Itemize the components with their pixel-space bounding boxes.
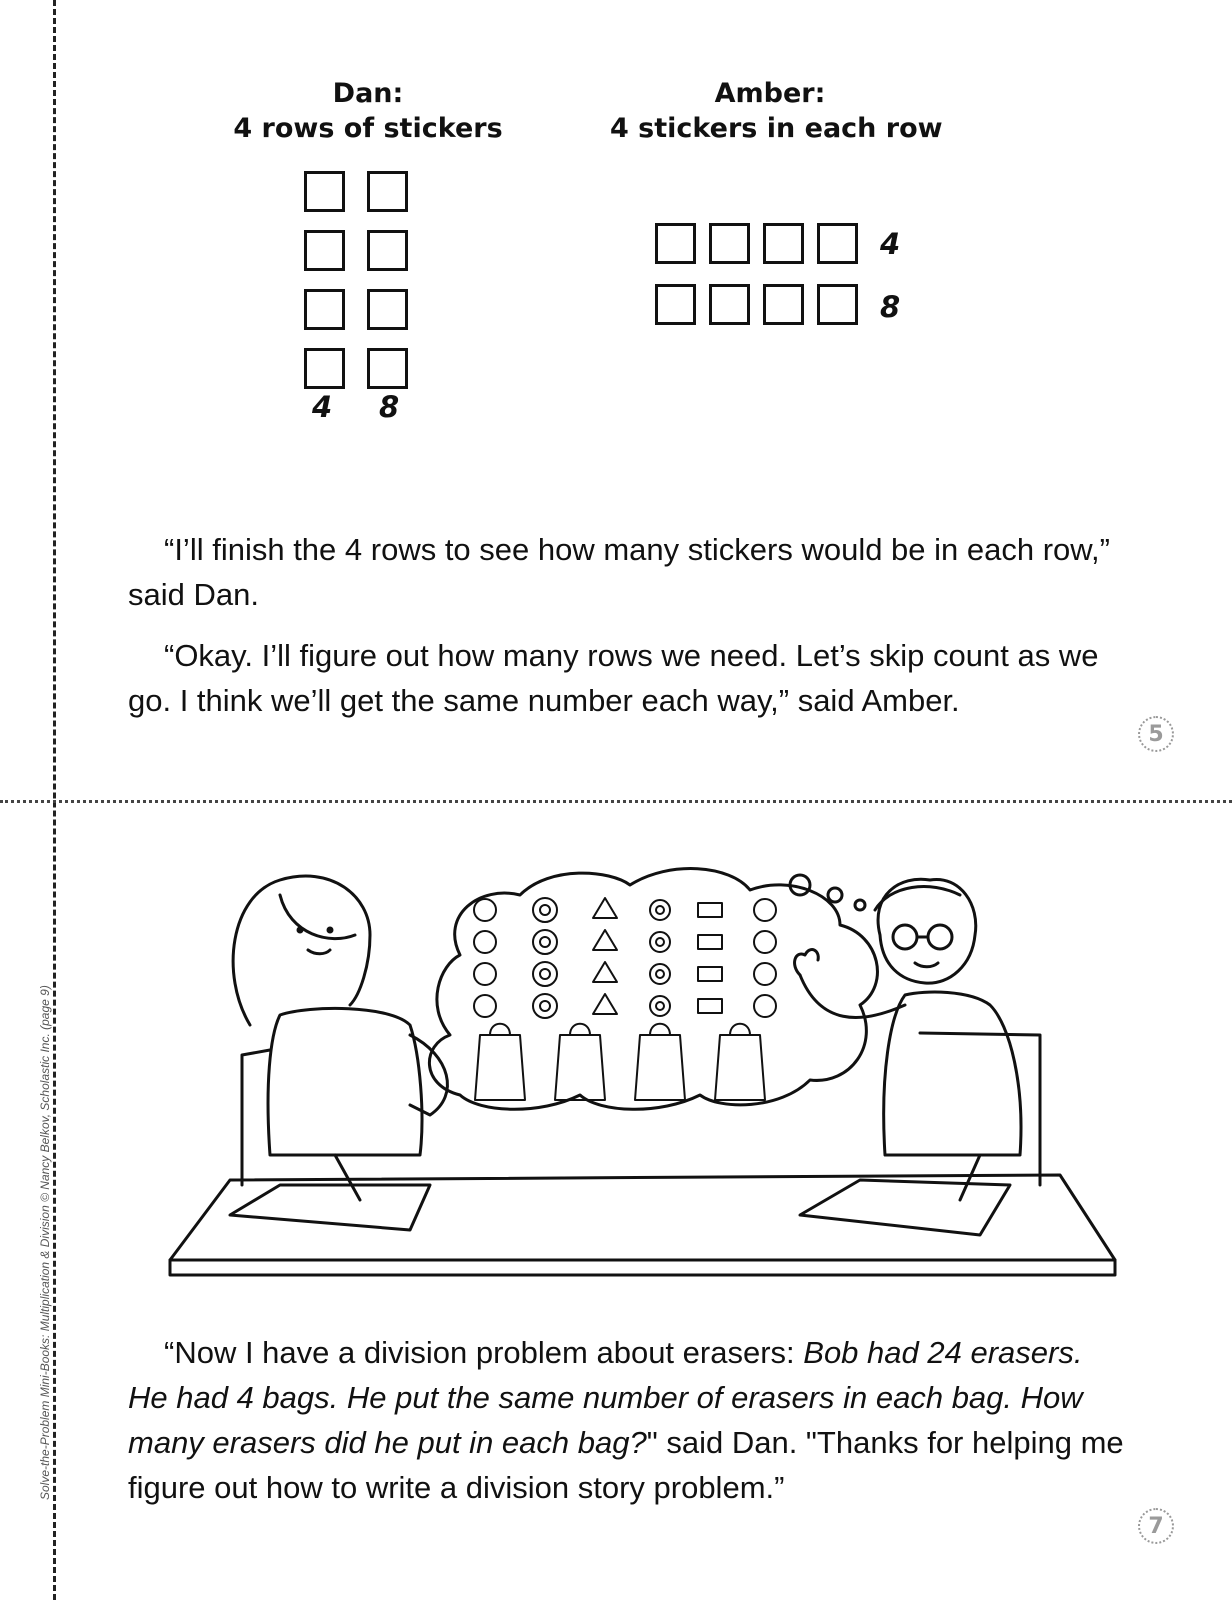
girl-figure [233, 876, 447, 1155]
sticker-box [817, 284, 858, 325]
sticker-box [367, 230, 408, 271]
sticker-box [304, 230, 345, 271]
amber-subtitle: 4 stickers in each row [610, 113, 943, 144]
dan-column-count: 4 [312, 390, 333, 424]
dan-name: Dan: [332, 78, 404, 109]
sticker-box [817, 223, 858, 264]
pencil [960, 1155, 980, 1200]
page-number-badge: 7 [1138, 1508, 1174, 1544]
dan-heading [228, 76, 508, 146]
boy-figure [795, 879, 1021, 1155]
girl-chair [242, 1050, 270, 1185]
sticker-box [655, 284, 696, 325]
dan-paragraph: “I’ll finish the 4 rows to see how many stickers would be in each row,” said Dan. [128, 532, 1110, 612]
horizontal-cut-line [0, 800, 1232, 803]
page-number-badge: 5 [1138, 716, 1174, 752]
thought-dot [855, 900, 865, 910]
sticker-box [304, 289, 345, 330]
thought-dot [828, 888, 842, 902]
sticker-box [367, 348, 408, 389]
thought-bubble [429, 869, 877, 1110]
sticker-box [763, 284, 804, 325]
sticker-box [763, 223, 804, 264]
boy-paper [800, 1180, 1010, 1235]
sticker-box [709, 284, 750, 325]
amber-heading [610, 76, 943, 146]
sticker-box [367, 289, 408, 330]
eraser-problem-paragraph: “Now I have a division problem about erasers: Bob had 24 erasers. He had 4 bags. He put the same number of erasers in each bag. How many erasers did he put in each bag?" said Dan. "Thanks for helping me figure out how to write a division story problem.” [128, 1335, 1124, 1505]
girl-paper [230, 1185, 430, 1230]
dan-subtitle: 4 rows of stickers [233, 113, 503, 144]
pencil [335, 1155, 360, 1200]
amber-paragraph: “Okay. I’ll figure out how many rows we need. Let’s skip count as we go. I think we’ll get the same number each way,” said Amber. [128, 638, 1099, 718]
girl-and-boy-at-desk-illustration [160, 855, 1120, 1295]
sticker-box [304, 171, 345, 212]
eraser-rows [474, 898, 776, 1018]
sticker-box [367, 171, 408, 212]
amber-row-count: 8 [880, 290, 901, 324]
amber-name: Amber: [714, 78, 826, 109]
amber-row-count: 4 [880, 227, 901, 261]
copyright-credit: Solve-the-Problem Mini-Books: Multiplication & Division © Nancy Belkov, Scholastic Inc. (page 9) [38, 985, 52, 1500]
bags [475, 1024, 765, 1100]
sticker-box [709, 223, 750, 264]
sticker-box [655, 223, 696, 264]
dan-column-count: 8 [379, 390, 400, 424]
sticker-box [304, 348, 345, 389]
